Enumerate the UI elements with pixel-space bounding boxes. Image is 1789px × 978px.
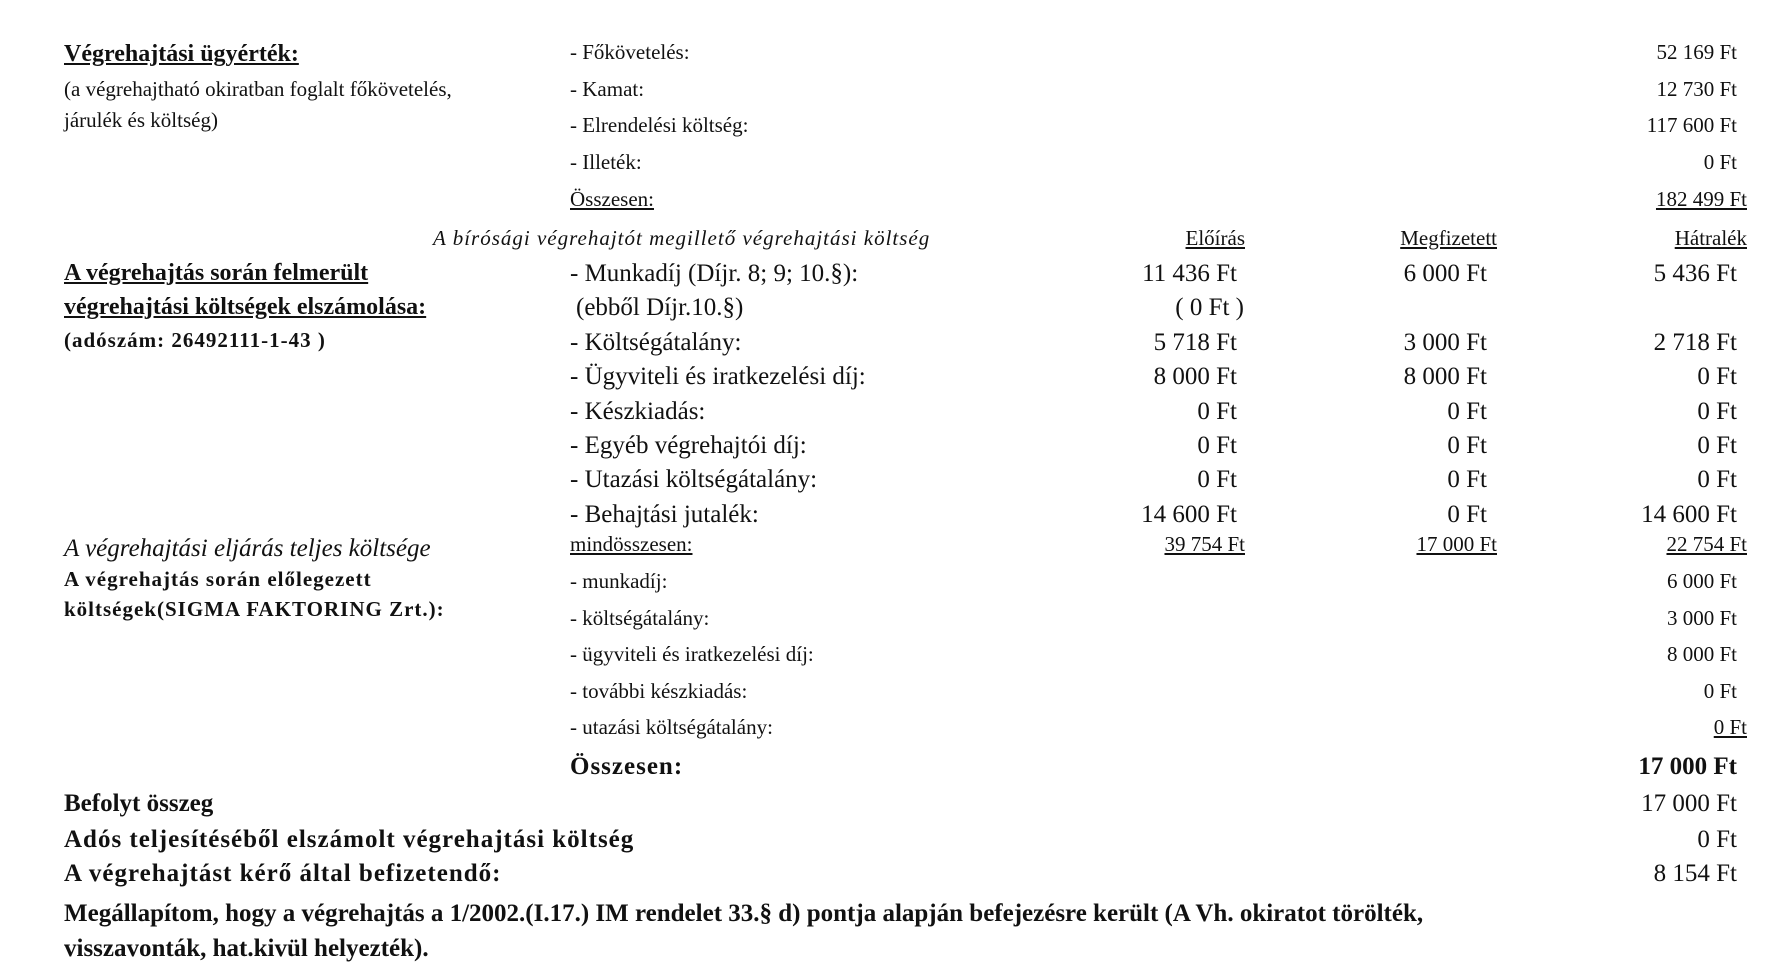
col-header-eloiras: Előírás xyxy=(1185,226,1245,250)
ugyviteli-dij-eloiras: 8 000 Ft xyxy=(1153,363,1237,390)
keszkiadas-label: - Készkiadás: xyxy=(570,398,706,425)
egyeb-dij-hatralek: 0 Ft xyxy=(1697,432,1737,459)
eloleg-total-label: Összesen: xyxy=(570,753,684,780)
befizetendo-amount: 8 154 Ft xyxy=(1653,860,1737,887)
behajtasi-jutalek-label: - Behajtási jutalék: xyxy=(570,501,759,528)
ebbol-label: (ebből Díjr.10.§) xyxy=(576,294,744,321)
koltseg-heading-line2: végrehajtási költségek elszámolása: xyxy=(64,294,427,320)
eloleg-utazasi-amount: 0 Ft xyxy=(1713,715,1747,739)
koltseg-caption: A bírósági végrehajtót megillető végrehajtási költség xyxy=(433,226,931,250)
mindosszesen-label: mindösszesen: xyxy=(570,532,693,556)
eloleg-heading-line1: A végrehajtás során előlegezett xyxy=(64,567,372,591)
keszkiadas-eloiras: 0 Ft xyxy=(1197,398,1237,425)
eloleg-munkadij-amount: 6 000 Ft xyxy=(1666,569,1737,593)
utazasi-label: - Utazási költségátalány: xyxy=(570,466,818,493)
elrendelesi-koltseg-label: - Elrendelési költség: xyxy=(570,113,749,137)
ugyertek-desc-line2: járulék és költség) xyxy=(64,108,218,132)
kamat-label: - Kamat: xyxy=(570,77,645,101)
befolyt-osszeg-amount: 17 000 Ft xyxy=(1641,790,1737,817)
fokoveteles-amount: 52 169 Ft xyxy=(1656,40,1737,64)
munkadij-eloiras: 11 436 Ft xyxy=(1142,260,1237,287)
koltsegatalany-megfizetett: 3 000 Ft xyxy=(1403,329,1487,356)
utazasi-megfizetett: 0 Ft xyxy=(1447,466,1487,493)
illetek-label: - Illeték: xyxy=(570,150,642,174)
munkadij-megfizetett: 6 000 Ft xyxy=(1403,260,1487,287)
adoszam: (adószám: 26492111-1-43 ) xyxy=(64,328,326,352)
eloleg-koltsegatalany-label: - költségátalány: xyxy=(570,606,710,630)
koltsegatalany-label: - Költségátalány: xyxy=(570,329,742,356)
behajtasi-jutalek-eloiras: 14 600 Ft xyxy=(1141,501,1237,528)
ugyertek-total-amount: 182 499 Ft xyxy=(1655,187,1747,211)
behajtasi-jutalek-hatralek: 14 600 Ft xyxy=(1641,501,1737,528)
koltsegatalany-eloiras: 5 718 Ft xyxy=(1153,329,1237,356)
utazasi-eloiras: 0 Ft xyxy=(1197,466,1237,493)
behajtasi-jutalek-megfizetett: 0 Ft xyxy=(1447,501,1487,528)
befolyt-osszeg-label: Befolyt összeg xyxy=(64,790,214,817)
befizetendo-label: A végrehajtást kérő által befizetendő: xyxy=(64,860,502,887)
eloleg-koltsegatalany-amount: 3 000 Ft xyxy=(1666,606,1737,630)
eloleg-keszkiadas-label: - további készkiadás: xyxy=(570,679,748,703)
elrendelesi-koltseg-amount: 117 600 Ft xyxy=(1646,113,1737,137)
ados-teljesites-amount: 0 Ft xyxy=(1697,826,1737,853)
eloleg-munkadij-label: - munkadíj: xyxy=(570,569,668,593)
eloleg-heading-line2: költségek(SIGMA FAKTORING Zrt.): xyxy=(64,597,445,621)
keszkiadas-hatralek: 0 Ft xyxy=(1697,398,1737,425)
col-header-megfizetett: Megfizetett xyxy=(1400,226,1497,250)
teljes-koltseg-label: A végrehajtási eljárás teljes költsége xyxy=(64,535,431,562)
ados-teljesites-label: Adós teljesítéséből elszámolt végrehajtási költség xyxy=(64,826,635,853)
mindosszesen-eloiras: 39 754 Ft xyxy=(1164,532,1245,556)
eloleg-utazasi-label: - utazási költségátalány: xyxy=(570,715,773,739)
mindosszesen-hatralek: 22 754 Ft xyxy=(1666,532,1747,556)
kamat-amount: 12 730 Ft xyxy=(1656,77,1737,101)
conclusion-line1: Megállapítom, hogy a végrehajtás a 1/2002.(I.17.) IM rendelet 33.§ d) pontja alapján befejezésre került (A Vh. okiratot törölték, xyxy=(64,900,1424,927)
munkadij-hatralek: 5 436 Ft xyxy=(1653,260,1737,287)
ebbol-eloiras: ( 0 Ft ) xyxy=(1175,294,1244,321)
eloleg-ugyviteli-label: - ügyviteli és iratkezelési díj: xyxy=(570,642,814,666)
conclusion-line2: visszavonták, hat.kivül helyezték). xyxy=(64,935,429,962)
illetek-amount: 0 Ft xyxy=(1703,150,1737,174)
egyeb-dij-label: - Egyéb végrehajtói díj: xyxy=(570,432,807,459)
koltsegatalany-hatralek: 2 718 Ft xyxy=(1653,329,1737,356)
koltseg-heading-line1: A végrehajtás során felmerült xyxy=(64,260,369,286)
utazasi-hatralek: 0 Ft xyxy=(1697,466,1737,493)
col-header-hatralek: Hátralék xyxy=(1674,226,1747,250)
egyeb-dij-eloiras: 0 Ft xyxy=(1197,432,1237,459)
ugyviteli-dij-label: - Ügyviteli és iratkezelési díj: xyxy=(570,363,866,390)
mindosszesen-megfizetett: 17 000 Ft xyxy=(1416,532,1497,556)
keszkiadas-megfizetett: 0 Ft xyxy=(1447,398,1487,425)
egyeb-dij-megfizetett: 0 Ft xyxy=(1447,432,1487,459)
ugyertek-total-label: Összesen: xyxy=(570,187,654,211)
eloleg-ugyviteli-amount: 8 000 Ft xyxy=(1666,642,1737,666)
ugyertek-heading: Végrehajtási ügyérték: xyxy=(64,41,299,67)
eloleg-keszkiadas-amount: 0 Ft xyxy=(1703,679,1737,703)
ugyertek-desc-line1: (a végrehajtható okiratban foglalt főkövetelés, xyxy=(64,77,452,101)
ugyviteli-dij-hatralek: 0 Ft xyxy=(1697,363,1737,390)
munkadij-label: - Munkadíj (Díjr. 8; 9; 10.§): xyxy=(570,260,859,287)
ugyviteli-dij-megfizetett: 8 000 Ft xyxy=(1403,363,1487,390)
eloleg-total-amount: 17 000 Ft xyxy=(1638,753,1737,780)
fokoveteles-label: - Főkövetelés: xyxy=(570,40,690,64)
